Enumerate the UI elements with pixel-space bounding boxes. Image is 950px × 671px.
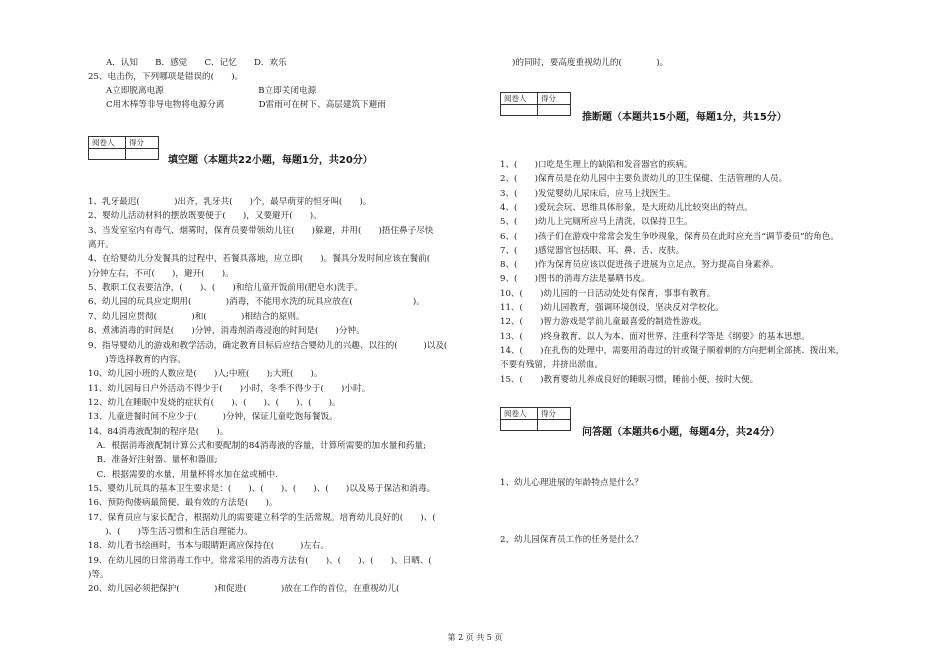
score-cell — [538, 105, 571, 116]
question-line: 11、幼儿园每日户外活动不得少于( )小时，冬季不得少于( )小时。 — [88, 383, 371, 394]
question-line: 19、在幼儿园的日常消毒工作中，常常采用的消毒方法有( )、( )、( )、日晒、( — [88, 555, 432, 566]
score-label: 得分 — [538, 408, 571, 420]
section-title-qa: 问答题（本题共6小题，每题4分，共24分） — [582, 427, 780, 438]
page-footer: 第 2 页 共 5 页 — [447, 633, 503, 642]
question-line: 1、乳牙最迟( )出齐，乳牙共( )个，最早萌芽的恒牙叫( )。 — [88, 197, 372, 207]
reviewer-label: 阅卷人 — [89, 137, 126, 149]
judge-item: 3、( )发觉婴幼儿尿床后，应马上找医生。 — [500, 188, 676, 199]
question-line: 18、幼儿看书绘画时，书本与眼睛距离应保持在( )左右。 — [88, 541, 330, 552]
section-title-fill: 填空题（本题共22小题，每题1分，共20分） — [168, 155, 373, 166]
score-cell — [126, 149, 159, 160]
question-line: 17、保育员应与家长配合，根据幼儿的需要建立科学的生活常规。培育幼儿良好的( )、( — [88, 512, 436, 523]
reviewer-label: 阅卷人 — [501, 93, 538, 105]
question-line: 13、儿童进餐时间不应少于( )分钟，保证儿童吃饱每餐饭。 — [88, 412, 338, 423]
question-25: 25、电击伤，下列哪项是错误的( )。 — [88, 72, 244, 82]
score-box-judge — [500, 92, 571, 116]
question-line: 14、84消毒液配制的程序是( )。 — [88, 426, 229, 437]
judge-item: 10、( )幼儿园的一日活动处处有保育，事事有教育。 — [500, 288, 716, 299]
judge-item: 2、( )保育员是在幼儿园中主要负责幼儿的卫生保健、生活管理的人员。 — [500, 174, 788, 185]
question-line: 7、幼儿园应贯彻( )和( )相结合的原则。 — [88, 311, 305, 322]
question-line: 6、幼儿园的玩具应定期用( )消毒，不能用水洗的玩具应放在( )。 — [88, 297, 425, 308]
options-line: A．认知 B．感觉 C．记忆 D．欢乐 — [106, 58, 287, 68]
question-line: 2、婴幼儿活动材料的摆放既要便于( )，又要避开( )。 — [88, 211, 322, 222]
question-line: A．根据消毒液配制计算公式和要配制的84消毒液的容量，计算所需要的加水量和药量; — [88, 440, 427, 451]
judge-item: 13、( )终身教育、以人为本、面对世界、注重科学等是《纲要》的基本思想。 — [500, 331, 810, 342]
score-box-fill — [88, 136, 159, 160]
judge-item: 14、( )在扎伤的处理中，需要用消毒过的针或镊子顺着刺的方向把刺全部挑、拨出来， — [500, 345, 845, 356]
question-line: )分钟左右，不可( )，避开( )。 — [88, 268, 234, 279]
question-line: 4、在给婴幼儿分发餐具的过程中，若餐具落地，应立即( )。餐具分发时间应该在餐前( — [88, 254, 448, 265]
judge-item: 11、( )幼儿园教育，强调环境创设，坚决反对学校化。 — [500, 303, 724, 313]
score-cell — [538, 420, 571, 431]
question-line: )、( )等生活习惯和生活自理能力。 — [88, 527, 253, 538]
judge-item: 5、( )幼儿上完厕所应马上清洗，以保持卫生。 — [500, 217, 693, 228]
question-line: )等。 — [88, 570, 109, 581]
qa-question-1: 1、幼儿心理进展的年龄特点是什么？ — [500, 478, 643, 488]
question-line: 离开。 — [88, 240, 114, 251]
question-line: 15、婴幼儿玩具的基本卫生要求是：( )、( )、( )、( )以及易于保洁和消毒。 — [88, 484, 436, 494]
reviewer-cell — [89, 149, 126, 160]
section-title-judge: 推断题（本题共15小题，每题1分，共15分） — [582, 112, 787, 123]
judge-item: 不要有残留，并挤出淤血。 — [500, 360, 604, 371]
question-line: B．准备好注射器、量杯和器皿; — [88, 455, 218, 466]
question-line: )等选择教育的内容。 — [88, 354, 186, 365]
judge-item: 1、( )口吃是生理上的缺陷和发音器官的疾病。 — [500, 160, 693, 170]
reviewer-cell — [501, 420, 538, 431]
question-line: 16、预防佝偻病最简便、最有效的方法是( )。 — [88, 498, 278, 509]
question-line: 5、教职工仪表要洁净，( )、( )和给儿童开饭前用(肥皂水)洗手。 — [88, 283, 363, 294]
judge-item: 12、( )智力游戏是学前儿童最喜爱的制造性游戏。 — [500, 317, 707, 328]
judge-item: 4、( )爱玩会玩、思维具体形象，是大班幼儿比较突出的特点。 — [500, 202, 753, 213]
qa-question-2: 2、幼儿园保育员工作的任务是什么？ — [500, 535, 643, 545]
question-line: 9、指导婴幼儿的游戏和教学活动，确定教育目标后应结合婴幼儿的兴趣、以往的( )以及( — [88, 340, 448, 351]
question-line: 8、煮沸消毒的时间是( )分钟，消毒剂消毒浸泡的时间是( )分钟。 — [88, 326, 365, 337]
question-line: 3、当发室室内有毒气、烟雾时，保育员要带领幼儿往( )躲避，并用( )捂住鼻子尽快 — [88, 225, 434, 236]
reviewer-cell — [501, 105, 538, 116]
judge-item: 8、( )作为保育员应该以促进孩子进展为立足点，努力提高自身素养。 — [500, 260, 779, 271]
question-line: C．根据需要的水量，用量杯将水加在盆或桶中. — [88, 469, 278, 480]
judge-item: 9、( )图书的消毒方法是暴晒书皮。 — [500, 274, 650, 285]
judge-item: 15、( )教育婴幼儿养成良好的睡眠习惯，睡前小便，按时大便。 — [500, 374, 759, 385]
judge-item: 6、( )孩子们在游戏中常常会发生争吵现象，保育员在此时应充当“调节委员”的角色。 — [500, 231, 839, 242]
option-cd: C用木棒等非导电物将电源分离 D雷雨可在树下、高层建筑下避雨 — [106, 100, 386, 110]
continuation-line: )的同时，要高度重视幼儿的( )。 — [512, 58, 669, 68]
score-label: 得分 — [126, 137, 159, 149]
question-line: 10、幼儿园小班的人数应是( )人;中班( );大班( )。 — [88, 369, 323, 380]
question-line: 12、幼儿在睡眠中发烧的症状有( )、( )、( )、( )。 — [88, 397, 341, 408]
judge-item: 7、( )感觉器官包括眼、耳、鼻、舌、皮肤。 — [500, 245, 685, 256]
option-ab: A立即脱离电源 B立即关闭电源 — [106, 86, 317, 96]
score-label: 得分 — [538, 93, 571, 105]
score-box-qa — [500, 407, 571, 431]
reviewer-label: 阅卷人 — [501, 408, 538, 420]
question-line: 20、幼儿园必须把保护( )和促进( )放在工作的首位，在重视幼儿( — [88, 584, 400, 595]
